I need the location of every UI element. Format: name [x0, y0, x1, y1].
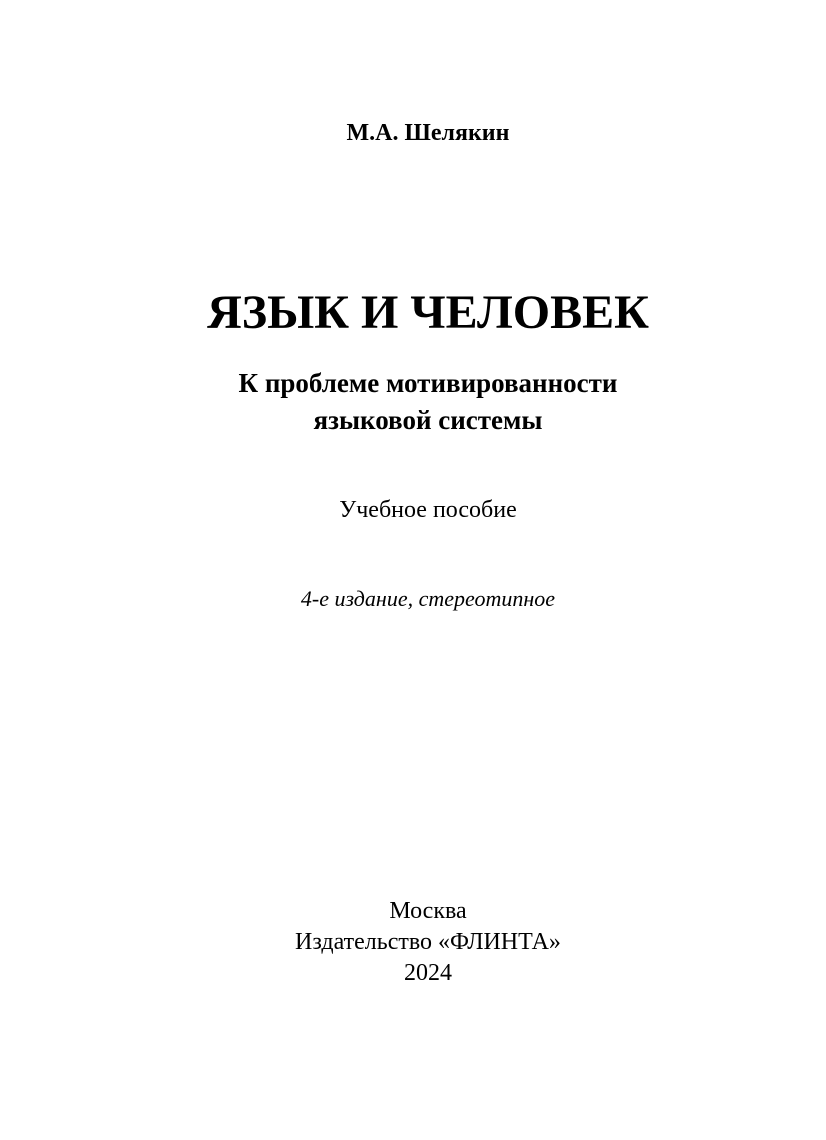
book-title: ЯЗЫК И ЧЕЛОВЕК: [207, 286, 649, 339]
author-name: М.А. Шелякин: [346, 120, 510, 146]
document-type: Учебное пособие: [339, 497, 517, 523]
publisher-name: Издательство «ФЛИНТА»: [295, 929, 561, 955]
edition-note: 4-е издание, стереотипное: [300, 586, 556, 611]
imprint: [0, 896, 826, 989]
publication-year: 2024: [404, 960, 452, 986]
publication-city: Москва: [389, 898, 467, 924]
subtitle-line-2: языковой системы: [313, 405, 543, 435]
book-subtitle: [0, 365, 826, 439]
subtitle-line-1: К проблеме мотивированности: [238, 368, 618, 398]
